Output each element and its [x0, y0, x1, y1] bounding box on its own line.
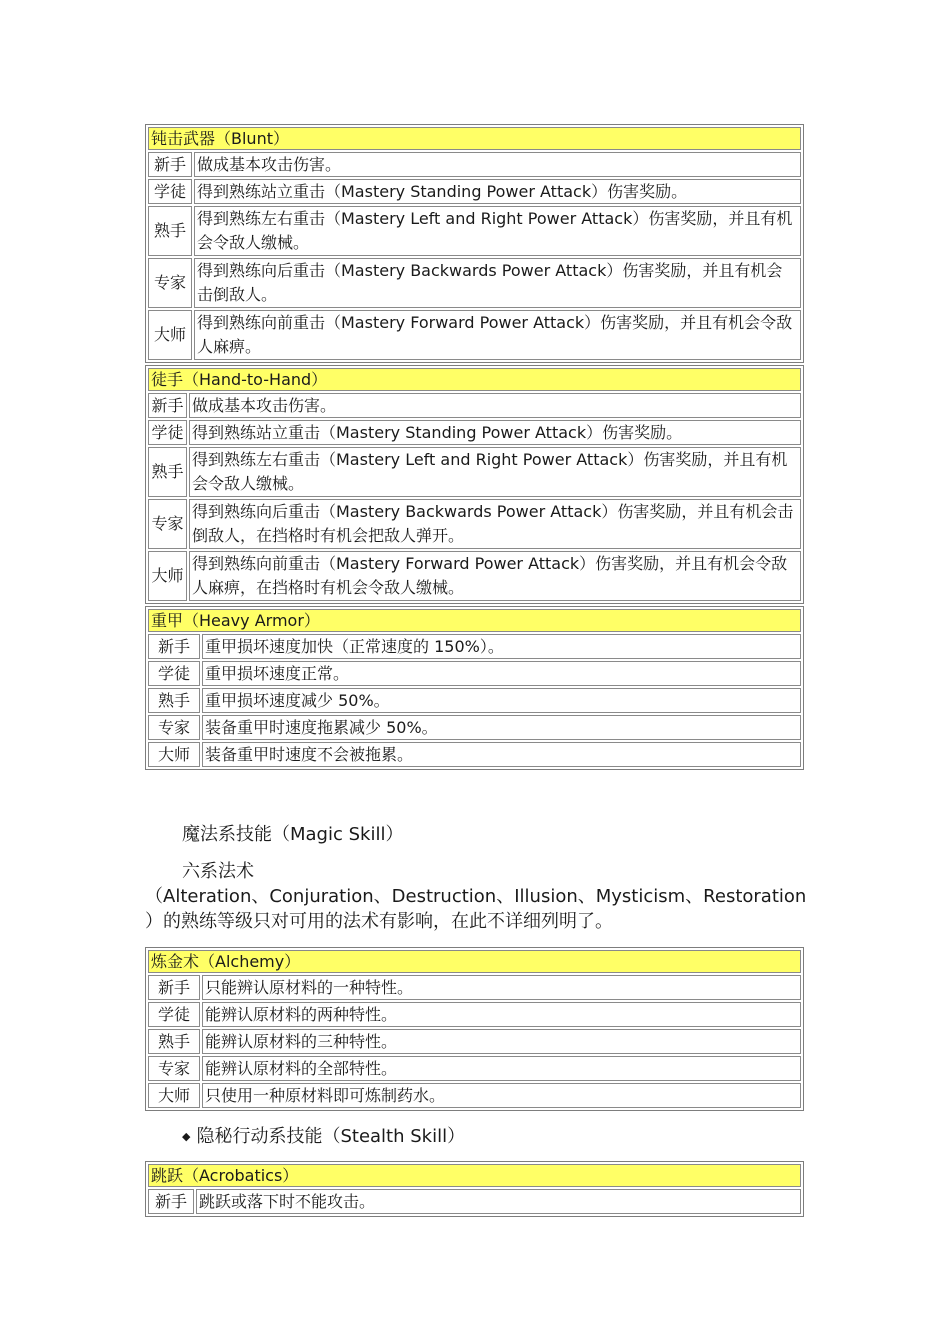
level-description: 能辨认原材料的三种特性。	[202, 1029, 801, 1054]
level-label: 学徒	[148, 1002, 200, 1027]
table-header: 炼金术（Alchemy）	[148, 950, 801, 973]
level-label: 大师	[148, 310, 192, 360]
level-description: 得到熟练向后重击（Mastery Backwards Power Attack）伤害奖励，并且有机会击倒敌人。	[194, 258, 801, 308]
table-header: 钝击武器（Blunt）	[148, 127, 801, 150]
level-label: 专家	[148, 258, 192, 308]
level-label: 新手	[148, 1189, 194, 1214]
hand-to-hand-skill-table	[145, 365, 804, 604]
level-label: 熟手	[148, 1029, 200, 1054]
level-label: 大师	[148, 551, 187, 601]
level-description: 得到熟练向前重击（Mastery Forward Power Attack）伤害奖励，并且有机会令敌人麻痹。	[194, 310, 801, 360]
level-description: 只使用一种原材料即可炼制药水。	[202, 1083, 801, 1108]
six-schools-line-1: （Alteration、Conjuration、Destruction、Illusion、Mysticism、Restoration	[145, 886, 807, 907]
level-description: 得到熟练向后重击（Mastery Backwards Power Attack）伤害奖励，并且有机会击倒敌人，在挡格时有机会把敌人弹开。	[189, 499, 801, 549]
level-description: 重甲损坏速度正常。	[202, 661, 801, 686]
level-description: 得到熟练站立重击（Mastery Standing Power Attack）伤害奖励。	[194, 179, 801, 204]
level-description: 得到熟练左右重击（Mastery Left and Right Power Attack）伤害奖励，并且有机会令敌人缴械。	[189, 447, 801, 497]
level-description: 做成基本攻击伤害。	[194, 152, 801, 177]
magic-skill-heading: 魔法系技能（Magic Skill）	[182, 824, 404, 845]
level-description: 得到熟练站立重击（Mastery Standing Power Attack）伤害奖励。	[189, 420, 801, 445]
level-description: 重甲损坏速度加快（正常速度的 150%）。	[202, 634, 801, 659]
level-description: 得到熟练向前重击（Mastery Forward Power Attack）伤害奖励，并且有机会令敌人麻痹，在挡格时有机会令敌人缴械。	[189, 551, 801, 601]
level-label: 熟手	[148, 688, 200, 713]
acrobatics-skill-table	[145, 1161, 804, 1217]
level-label: 熟手	[148, 206, 192, 256]
level-label: 专家	[148, 499, 187, 549]
table-header: 徒手（Hand-to-Hand）	[148, 368, 801, 391]
level-description: 装备重甲时速度不会被拖累。	[202, 742, 801, 767]
level-label: 熟手	[148, 447, 187, 497]
diamond-bullet-icon: ◆	[182, 1130, 191, 1143]
level-label: 新手	[148, 634, 200, 659]
level-description: 跳跃或落下时不能攻击。	[196, 1189, 801, 1214]
table-header: 跳跃（Acrobatics）	[148, 1164, 801, 1187]
level-description: 能辨认原材料的两种特性。	[202, 1002, 801, 1027]
level-label: 专家	[148, 715, 200, 740]
level-description: 能辨认原材料的全部特性。	[202, 1056, 801, 1081]
stealth-skill-heading: 隐秘行动系技能（Stealth Skill）	[196, 1126, 466, 1147]
level-label: 学徒	[148, 661, 200, 686]
level-label: 新手	[148, 975, 200, 1000]
level-label: 学徒	[148, 179, 192, 204]
level-label: 大师	[148, 1083, 200, 1108]
six-schools-line-2: ）的熟练等级只对可用的法术有影响，在此不详细列明了。	[145, 911, 613, 932]
level-label: 新手	[148, 393, 187, 418]
level-label: 学徒	[148, 420, 187, 445]
heavy-armor-skill-table	[145, 606, 804, 770]
level-label: 新手	[148, 152, 192, 177]
alchemy-skill-table	[145, 947, 804, 1111]
level-description: 得到熟练左右重击（Mastery Left and Right Power Attack）伤害奖励，并且有机会令敌人缴械。	[194, 206, 801, 256]
level-description: 装备重甲时速度拖累减少 50%。	[202, 715, 801, 740]
six-schools-title: 六系法术	[182, 861, 254, 882]
level-label: 大师	[148, 742, 200, 767]
level-description: 重甲损坏速度减少 50%。	[202, 688, 801, 713]
level-description: 只能辨认原材料的一种特性。	[202, 975, 801, 1000]
level-label: 专家	[148, 1056, 200, 1081]
stealth-skill-heading-row	[182, 1125, 465, 1149]
level-description: 做成基本攻击伤害。	[189, 393, 801, 418]
table-header: 重甲（Heavy Armor）	[148, 609, 801, 632]
blunt-skill-table	[145, 124, 804, 363]
